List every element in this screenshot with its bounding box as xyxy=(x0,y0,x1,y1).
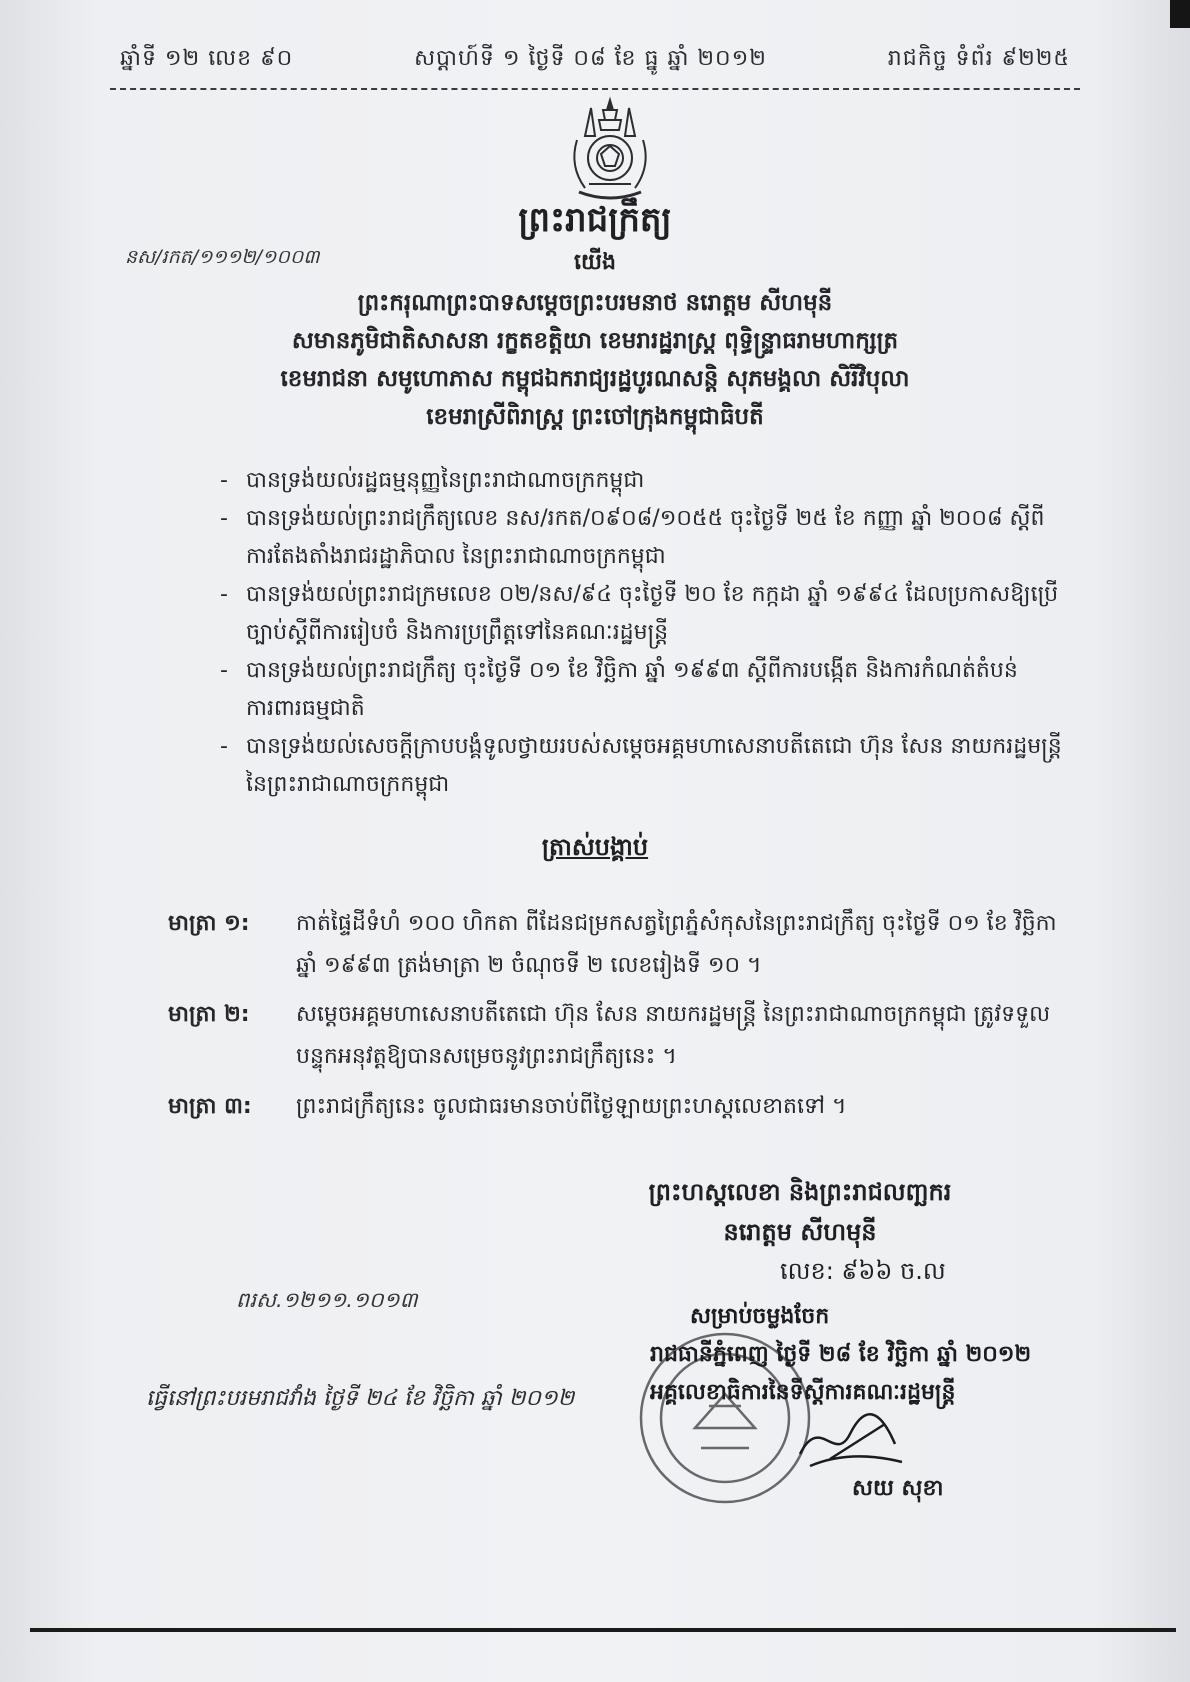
recital-text: បានទ្រង់យល់ព្រះរាជក្រឹត្យ ចុះថ្ងៃទី ០១ ខែ វិច្ឆិកា ឆ្នាំ ១៩៩៣ ស្តីពីការបង្កើត និងការកំណត់តំបន់ការពារធម្មជាតិ xyxy=(246,658,1018,721)
royal-title-line-1: ព្រះករុណាព្រះបាទសម្តេចព្រះបរមនាថ នរោត្តម សីហមុនី xyxy=(357,290,833,316)
recital-text: បានទ្រង់យល់ព្រះរាជក្រមលេខ ០២/នស/៩៤ ចុះថ្ងៃទី ២០ ខែ កក្កដា ឆ្នាំ ១៩៩៤ ដែលប្រកាសឱ្យប្រើច្បាប់ស្តីពីការរៀបចំ និងការប្រព្រឹត្តទៅនៃគណៈរដ្ឋមន្ត្រី xyxy=(246,582,1059,645)
handwritten-signature-icon xyxy=(790,1404,910,1474)
gazette-header xyxy=(120,40,1070,80)
recital-text: បានទ្រង់យល់ព្រះរាជក្រឹត្យលេខ នស/រកត/០៩០៨/១០៥៥ ចុះថ្ងៃទី ២៥ ខែ កញ្ញា ឆ្នាំ ២០០៨ ស្តីពីការតែងតាំងរាជរដ្ឋាភិបាល នៃព្រះរាជាណាចក្រកម្ពុជា xyxy=(246,506,1045,569)
recital-text: បានទ្រង់យល់សេចក្តីក្រាបបង្គំទូលថ្វាយរបស់សម្តេចអគ្គមហាសេនាបតីតេជោ ហ៊ុន សែន នាយករដ្ឋមន្ត្រី នៃព្រះរាជាណាចក្រកម្ពុជា xyxy=(246,734,1062,797)
gazette-page: រាជកិច្ច ទំព័រ ៩២២៥ xyxy=(887,46,1070,71)
decree-heading: ត្រាស់បង្គាប់ xyxy=(541,833,649,861)
royal-title-line-4: ខេមរាស្រីពិរាស្ត្រ ព្រះចៅក្រុងកម្ពុជាធិបតី xyxy=(426,404,764,430)
header-divider xyxy=(110,88,1080,90)
signature-name: នរោត្តម សីហមុនី xyxy=(723,1218,877,1246)
scan-bottom-edge xyxy=(30,1628,1176,1632)
registration-reference: ពរស.១២១១.១០១៣ xyxy=(236,1288,418,1312)
copy-line-3: អគ្គលេខាធិការនៃទីស្តីការគណៈរដ្ឋមន្ត្រី xyxy=(650,1380,956,1405)
gazette-date: សប្តាហ៍ទី ១ ថ្ងៃទី ០៨ ខែ ធ្នូ ឆ្នាំ ២០១២ xyxy=(414,46,767,71)
recital-text: បានទ្រង់យល់រដ្ឋធម្មនុញ្ញនៃព្រះរាជាណាចក្រកម្ពុជា xyxy=(246,468,645,493)
article-label: មាត្រា ៣: xyxy=(168,1094,252,1119)
true-copy-certification xyxy=(650,1298,1060,1412)
article-text: កាត់ផ្ទៃដីទំហំ ១០០ ហិកតា ពីដែនជម្រកសត្វព្រៃភ្នំសំកុសនៃព្រះរាជក្រឹត្យ ចុះថ្ងៃទី ០១ ខែ វិច្ឆិកា ឆ្នាំ ១៩៩៣ ត្រង់មាត្រា ២ ចំណុចទី ២ លេខរៀងទី ១០ ។ xyxy=(296,911,1057,978)
article-text: សម្តេចអគ្គមហាសេនាបតីតេជោ ហ៊ុន សែន នាយករដ្ឋមន្ត្រី នៃព្រះរាជាណាចក្រកម្ពុជា ត្រូវទទួលបន្ទុកអនុវត្តឱ្យបានសម្រេចនូវព្រះរាជក្រឹត្យនេះ ។ xyxy=(296,1002,1051,1069)
article-3 xyxy=(168,1086,1070,1128)
gazette-year-issue: ឆ្នាំទី ១២ លេខ ៩០ xyxy=(120,46,294,71)
scan-edge xyxy=(1170,0,1190,28)
recital-item: - បានទ្រង់យល់សេចក្តីក្រាបបង្គំទូលថ្វាយរបស់សម្តេចអគ្គមហាសេនាបតីតេជោ ហ៊ុន សែន នាយករដ្ឋមន្ត្រី នៃព្រះរាជាណាចក្រកម្ពុជា xyxy=(220,734,1062,797)
recital-item: - បានទ្រង់យល់ព្រះរាជក្រឹត្យ ចុះថ្ងៃទី ០១ ខែ វិច្ឆិកា ឆ្នាំ ១៩៩៣ ស្តីពីការបង្កើត និងការកំណត់តំបន់ការពារធម្មជាតិ xyxy=(220,658,1018,721)
royal-title-line-3: ខេមរាជនា សមូហោភាស កម្ពុជឯករាជ្យរដ្ឋបូរណសន្តិ សុភមង្គលា សិរីវិបុលា xyxy=(280,366,910,392)
signature-title: ព្រះហស្តលេខា និងព្រះរាជលញ្ឆករ xyxy=(648,1178,952,1206)
recital-item: - បានទ្រង់យល់ព្រះរាជក្រមលេខ ០២/នស/៩៤ ចុះថ្ងៃទី ២០ ខែ កក្កដា ឆ្នាំ ១៩៩៤ ដែលប្រកាសឱ្យប្រើច្បាប់ស្តីពីការរៀបចំ និងការប្រព្រឹត្តទៅនៃគណៈរដ្ឋមន្ត្រី xyxy=(220,582,1059,645)
signature-number: លេខ: ៩៦៦ ច.ល xyxy=(780,1257,946,1285)
recital-item: - បានទ្រង់យល់ព្រះរាជក្រឹត្យលេខ នស/រកត/០៩០៨/១០៥៥ ចុះថ្ងៃទី ២៥ ខែ កញ្ញា ឆ្នាំ ២០០៨ ស្តីពីការតែងតាំងរាជរដ្ឋាភិបាល នៃព្រះរាជាណាចក្រកម្ពុជា xyxy=(220,506,1045,569)
copy-line-2: រាជធានីភ្នំពេញ ថ្ងៃទី ២៨ ខែ វិច្ឆិកា ឆ្នាំ ២០១២ xyxy=(650,1342,1032,1367)
article-text: ព្រះរាជក្រឹត្យនេះ ចូលជាធរមានចាប់ពីថ្ងៃឡាយព្រះហស្តលេខាតទៅ ។ xyxy=(296,1094,847,1119)
royal-we: យើង xyxy=(574,250,616,275)
article-1 xyxy=(168,903,1070,987)
royal-title-line-2: សមានភូមិជាតិសាសនា រក្ខតខត្តិយា ខេមរារដ្ឋរាស្ត្រ ពុទ្ធិន្ទ្រាធរាមហាក្សត្រ xyxy=(291,328,899,354)
copy-line-1: សម្រាប់ចម្លងចែក xyxy=(690,1304,830,1329)
article-label: មាត្រា ២: xyxy=(168,1002,250,1027)
article-2 xyxy=(168,994,1070,1078)
article-label: មាត្រា ១: xyxy=(168,911,250,936)
issued-place-date: ធ្វើនៅព្រះបរមរាជវាំង ថ្ងៃទី ២៤ ខែ វិច្ឆិកា ឆ្នាំ ២០១២ xyxy=(146,1386,575,1411)
royal-emblem-icon xyxy=(555,96,665,206)
document-title: ព្រះរាជក្រឹត្យ xyxy=(518,200,672,240)
signer-name: សយ សុខា xyxy=(852,1476,944,1501)
reference-number: នស/រកត/១១១២/១០០៣ xyxy=(125,246,320,268)
royal-title-block xyxy=(150,284,1040,436)
recitals-list xyxy=(220,462,1062,804)
recital-item: - បានទ្រង់យល់រដ្ឋធម្មនុញ្ញនៃព្រះរាជាណាចក្រកម្ពុជា xyxy=(220,468,645,493)
royal-signature-block xyxy=(540,1172,1060,1252)
